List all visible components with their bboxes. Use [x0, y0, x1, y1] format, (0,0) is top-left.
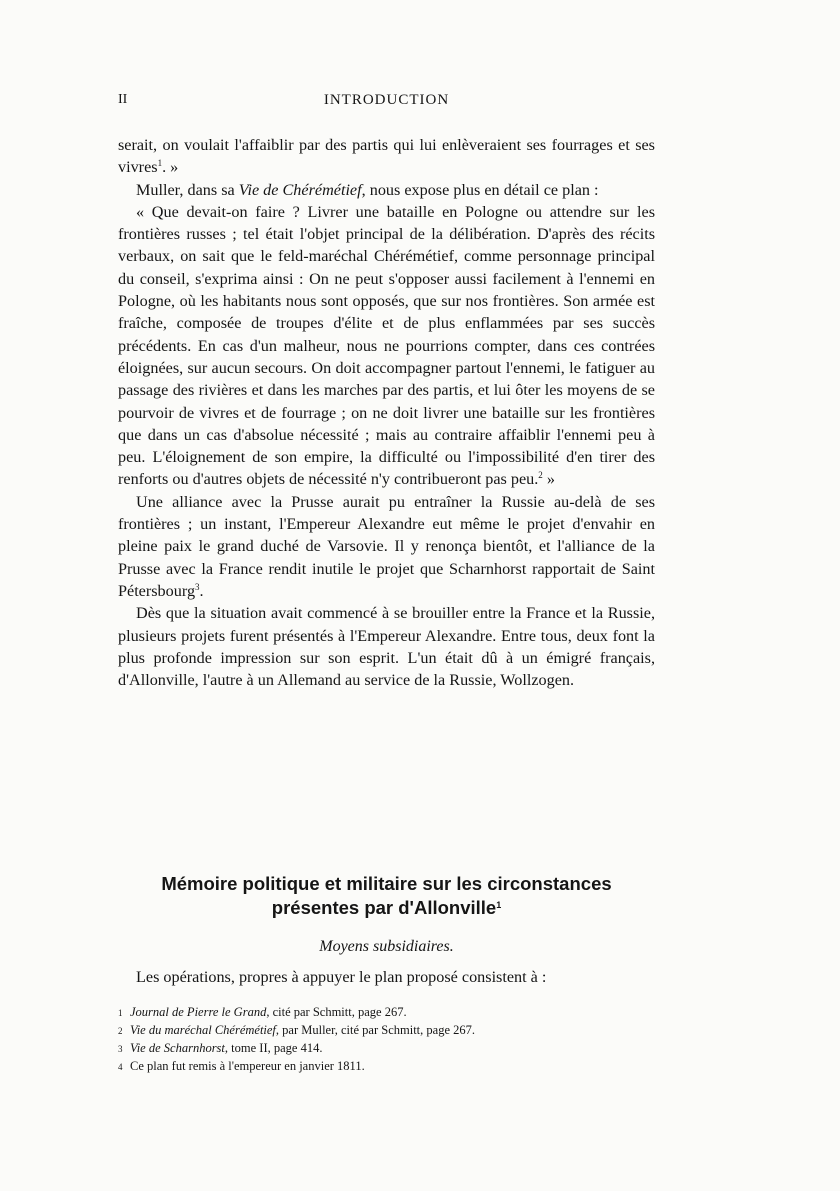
footnote-mark: 2: [118, 1026, 123, 1036]
quote-text: « Que devait-on faire ? Livrer une bataille en Pologne ou attendre sur les frontières russes ; tel était l'objet principal de la délibération. D'après des récits verbaux, on sait que le feld-maréchal Chérémétief, comme personnage principal du conseil, s'exprima ainsi : On ne peut s'opposer aussi facilement à l'ennemi en Pologne, où les habitants nous sont opposés, que sur nos frontières. Son armée est fraîche, composée de troupes d'élite et de plus enflammées par ses succès précédents. En cas d'un malheur, nous ne pourrions compter, dans ces contrées éloignées, sur aucun secours. On doit accompagner partout l'ennemi, le fatiguer au passage des rivières et dans les marches par des partis, et lui ôter les moyens de se pourvoir de vivres et de fourrage ; on ne doit livrer une bataille sur les frontières que dans un cas d'absolue nécessité ; mais au contraire affaiblir l'ennemi peu à peu. L'éloignement de son empire, la difficulté ou l'impossibilité d'en tirer des renforts ou d'autres objets de nécessité n'y contribueront pas peu.: [118, 202, 655, 489]
subsection-heading: Moyens subsidiaires.: [319, 938, 454, 955]
footnote-mark: 1: [118, 1008, 123, 1018]
footnote-mark: 3: [118, 1044, 123, 1054]
section-title-line-1: Mémoire politique et militaire sur les circonstances: [161, 873, 612, 894]
section-title: [118, 872, 655, 920]
paragraph-2-after: , nous expose plus en détail ce plan :: [361, 180, 599, 199]
footnote-ref: 3: [195, 581, 200, 592]
running-head: INTRODUCTION: [323, 92, 450, 108]
footnote: [118, 1040, 655, 1058]
footnote-ref: 2: [538, 470, 543, 481]
paragraph-4: [118, 491, 655, 602]
footnote-text: , tome II, page 414.: [224, 1041, 323, 1055]
footnote: [118, 1022, 655, 1040]
footnote-text: Ce plan fut remis à l'empereur en janvier 1811.: [130, 1059, 365, 1073]
page-number: II: [118, 92, 128, 107]
book-title: Vie de Chérémétief: [238, 180, 362, 199]
footnote-title: Vie du maréchal Chérémétief: [130, 1023, 276, 1037]
footnote-ref: 1: [496, 900, 502, 910]
paragraph-2-before: Muller, dans sa: [136, 180, 239, 199]
footnote-text: , par Muller, cité par Schmitt, page 267.: [275, 1023, 476, 1037]
footnote-title: Journal de Pierre le Grand: [130, 1005, 267, 1019]
section-first-line: Les opérations, propres à appuyer le plan proposé consistent à :: [136, 968, 547, 986]
paragraph-1: [118, 134, 655, 179]
quote-end: »: [542, 470, 555, 489]
footnote-title: Vie de Scharnhorst: [130, 1041, 225, 1055]
page-header: [118, 92, 655, 114]
footnote-ref: 1: [157, 158, 163, 169]
quote-paragraph: [118, 201, 655, 491]
paragraph-4-end: .: [199, 581, 204, 600]
footnote-mark: 4: [118, 1062, 123, 1072]
body-text: [118, 134, 655, 691]
paragraph-2: [118, 179, 655, 201]
paragraph-4-text: Une alliance avec la Prusse aurait pu entraîner la Russie au-delà de ses frontières ; un instant, l'Empereur Alexandre eut même le projet d'envahir en pleine paix le grand duché de Varsovie. Il y renonça bientôt, et l'alliance de la Prusse avec la France rendit inutile le projet que Scharnhorst rapportait de Saint Pétersbourg: [118, 492, 655, 600]
footnote-text: , cité par Schmitt, page 267.: [266, 1005, 407, 1019]
footnotes: [118, 1004, 655, 1076]
paragraph-1-end: . »: [162, 158, 179, 177]
footnote: [118, 1058, 655, 1076]
footnote: [118, 1004, 655, 1022]
paragraph-1-text: serait, on voulait l'affaiblir par des partis qui lui enlèveraient ses fourrages et ses vivres: [118, 136, 655, 177]
paragraph-5-text: Dès que la situation avait commencé à se brouiller entre la France et la Russie, plusieurs projets furent présentés à l'Empereur Alexandre. Entre tous, deux font la plus profonde impression sur son esprit. L'un était dû à un émigré français, d'Allonville, l'autre à un Allemand au service de la Russie, Wollzogen.: [118, 604, 655, 690]
section-title-line-2-text: présentes par d'Allonville: [271, 897, 497, 918]
paragraph-5: [118, 602, 655, 691]
section-title-line-2: [118, 896, 655, 920]
